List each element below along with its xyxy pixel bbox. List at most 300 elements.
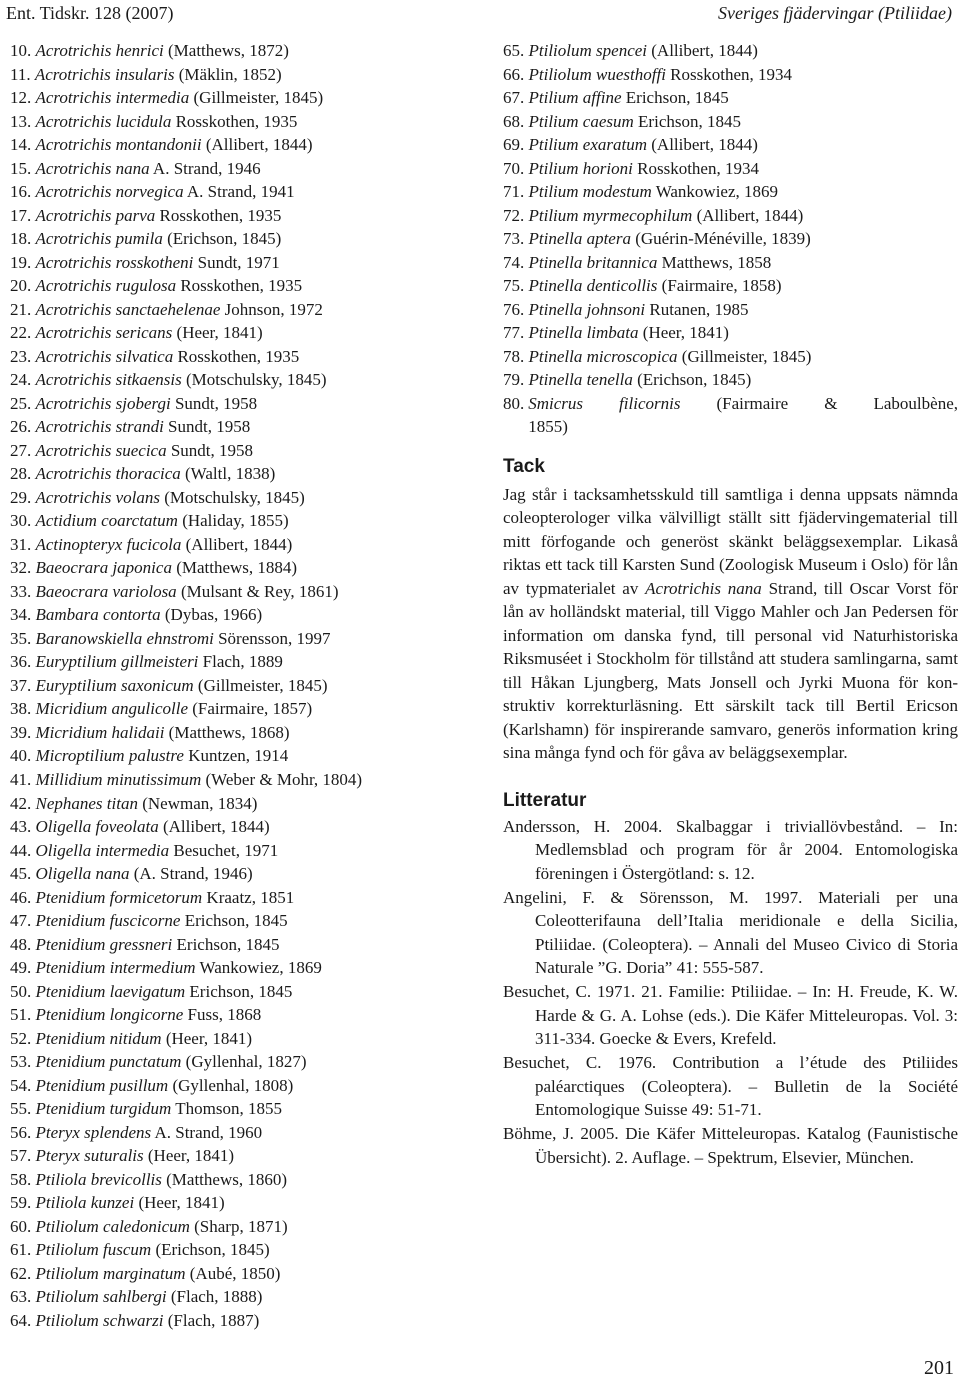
species-number: 39. xyxy=(10,722,32,742)
species-author: (Motschulsky, 1845) xyxy=(160,487,305,507)
species-name: Acrotrichis sericans xyxy=(35,323,173,343)
species-name: Ptinella johnsoni xyxy=(528,299,646,319)
species-name: Ptilium caesum xyxy=(528,111,634,131)
species-entry xyxy=(10,815,480,839)
species-author: Kraatz, 1851 xyxy=(202,887,295,907)
species-name: Ptenidium gressneri xyxy=(35,934,173,954)
species-name: Ptenidium pusillum xyxy=(35,1075,169,1095)
species-number: 76. xyxy=(503,299,525,319)
species-entry xyxy=(503,251,958,275)
species-name: Acrotrichis sitkaensis xyxy=(35,370,182,390)
species-author: Rosskothen, 1934 xyxy=(665,64,793,84)
species-author: Wankowiez, 1869 xyxy=(651,182,779,202)
species-number: 11. xyxy=(10,64,31,84)
species-name: Acrotrichis rosskotheni xyxy=(35,252,194,272)
species-number: 59. xyxy=(10,1193,32,1213)
species-number: 66. xyxy=(503,64,525,84)
species-number: 47. xyxy=(10,911,32,931)
species-author: Erichson, 1845 xyxy=(621,88,729,108)
species-number: 12. xyxy=(10,88,32,108)
species-name: Ptenidium intermedium xyxy=(35,958,196,978)
species-entry xyxy=(10,1050,480,1074)
species-name: Oligella foveolata xyxy=(35,817,159,837)
species-name: Acrotrichis rugulosa xyxy=(35,276,177,296)
acknowledgements-part: Jag står i tacksamhetsskuld till samtliga i denna uppsats nämnda coleopterologer vilka välvilligt ställt sitt fjädervingematerial till mitt förfogande och generöst skänkt beläggsexemplar. Likaså riktas ett tack till Karsten Sund (Zoologisk Museum i Oslo) för lån av typmaterialet av xyxy=(503,484,958,598)
species-author: (Gyllenhal, 1808) xyxy=(168,1075,294,1095)
running-header-left: Ent. Tidskr. 128 (2007) xyxy=(6,3,174,23)
species-name: Ptiliolum caledonicum xyxy=(35,1216,190,1236)
species-author: Sörensson, 1997 xyxy=(213,628,331,648)
species-name: Ptenidium fuscicorne xyxy=(35,911,181,931)
species-entry xyxy=(10,110,480,134)
species-entry xyxy=(10,1074,480,1098)
species-number: 13. xyxy=(10,111,32,131)
species-author: Rosskothen, 1935 xyxy=(155,205,282,225)
species-number: 58. xyxy=(10,1169,32,1189)
species-name: Bambara contorta xyxy=(35,605,161,625)
species-author: A. Strand, 1946 xyxy=(149,158,261,178)
species-entry xyxy=(503,133,958,157)
species-entry xyxy=(503,180,958,204)
species-entry xyxy=(10,886,480,910)
species-entry xyxy=(10,1144,480,1168)
species-entry xyxy=(10,1285,480,1309)
species-name: Ptinella aptera xyxy=(528,229,631,249)
species-name: Acrotrichis pumila xyxy=(35,229,163,249)
species-author: Sundt, 1958 xyxy=(170,393,258,413)
species-entry xyxy=(503,321,958,345)
species-entry xyxy=(503,86,958,110)
species-name: Euryptilium gillmeisteri xyxy=(35,652,199,672)
species-entry xyxy=(10,274,480,298)
species-author: (Matthews, 1868) xyxy=(164,722,290,742)
species-author: (Allibert, 1844) xyxy=(181,534,293,554)
species-author: (Heer, 1841) xyxy=(161,1028,252,1048)
species-author: (Heer, 1841) xyxy=(143,1146,235,1166)
species-number: 23. xyxy=(10,346,32,366)
species-number: 77. xyxy=(503,323,525,343)
species-author: Erichson, 1845 xyxy=(180,911,288,931)
species-number: 48. xyxy=(10,934,32,954)
species-name: Ptenidium formicetorum xyxy=(35,887,203,907)
species-name: Ptilium exaratum xyxy=(528,135,648,155)
species-entry xyxy=(503,63,958,87)
species-author: (Allibert, 1844) xyxy=(647,41,758,60)
species-entry xyxy=(10,1262,480,1286)
species-author: (Matthews, 1884) xyxy=(171,558,298,578)
species-entry xyxy=(10,1003,480,1027)
species-number: 26. xyxy=(10,417,32,437)
species-name: Acrotrichis nana xyxy=(35,158,150,178)
species-entry xyxy=(503,368,958,392)
page-number: 201 xyxy=(924,1357,954,1379)
species-entry xyxy=(10,157,480,181)
species-author: Kuntzen, 1914 xyxy=(183,746,289,766)
species-number: 60. xyxy=(10,1216,32,1236)
species-author: Erichson, 1845 xyxy=(633,111,741,131)
right-column xyxy=(503,39,958,1169)
species-name: Pteryx splendens xyxy=(35,1122,152,1142)
species-entry xyxy=(503,274,958,298)
species-number: 22. xyxy=(10,323,32,343)
species-number: 67. xyxy=(503,88,525,108)
species-name: Ptinella britannica xyxy=(528,252,658,272)
species-number: 10. xyxy=(10,41,32,60)
acknowledgements-text xyxy=(503,483,958,765)
species-author: Sundt, 1958 xyxy=(166,440,254,460)
species-author: (Heer, 1841) xyxy=(172,323,263,343)
species-number: 33. xyxy=(10,581,32,601)
species-author: (Waltl, 1838) xyxy=(180,464,276,484)
running-header-right: Sveriges fjädervingar (Ptiliidae) xyxy=(718,3,952,23)
species-name: Acrotrichis silvatica xyxy=(35,346,174,366)
species-entry xyxy=(10,39,480,63)
species-entry xyxy=(10,697,480,721)
species-entry xyxy=(10,180,480,204)
reference-entry: Andersson, H. 2004. Skalbaggar i triviallövbestånd. – In: Medlemsblad och program för år 2004. Entomologiska föreningen i Östergötland: s. 12. xyxy=(503,816,958,883)
species-number: 73. xyxy=(503,229,525,249)
species-author: (A. Strand, 1946) xyxy=(129,864,253,884)
species-number: 45. xyxy=(10,864,32,884)
species-author: Rutanen, 1985 xyxy=(645,299,749,319)
species-entry xyxy=(10,1215,480,1239)
species-author: (Erichson, 1845) xyxy=(632,370,752,390)
species-name: Acrotrichis parva xyxy=(35,205,156,225)
species-author: (Flach, 1888) xyxy=(166,1287,263,1307)
species-entry xyxy=(10,980,480,1004)
species-author: Fuss, 1868 xyxy=(183,1005,262,1025)
species-name: Baeocrara variolosa xyxy=(35,581,177,601)
species-entry xyxy=(503,227,958,251)
species-entry xyxy=(10,580,480,604)
species-number: 31. xyxy=(10,534,32,554)
species-entry xyxy=(10,674,480,698)
species-name: Micridium angulicolle xyxy=(35,699,189,719)
species-entry xyxy=(503,110,958,134)
species-number: 30. xyxy=(10,511,32,531)
species-entry xyxy=(10,133,480,157)
species-name: Ptilium horioni xyxy=(528,158,633,178)
species-entry xyxy=(10,415,480,439)
species-number: 54. xyxy=(10,1075,32,1095)
species-author: (Matthews, 1860) xyxy=(161,1169,288,1189)
species-name: Oligella intermedia xyxy=(35,840,170,860)
species-name: Baeocrara japonica xyxy=(35,558,172,578)
species-entry xyxy=(10,744,480,768)
species-number: 18. xyxy=(10,229,32,249)
species-author: Rosskothen, 1935 xyxy=(173,346,300,366)
species-name: Acrotrichis insularis xyxy=(34,64,175,84)
species-entry xyxy=(10,533,480,557)
species-name: Acrotrichis intermedia xyxy=(35,88,190,108)
species-entry xyxy=(10,204,480,228)
species-number: 61. xyxy=(10,1240,32,1260)
species-name: Microptilium palustre xyxy=(35,746,184,766)
species-name: Acrotrichis thoracica xyxy=(35,464,181,484)
species-entry xyxy=(10,1309,480,1333)
species-author: (Heer, 1841) xyxy=(638,323,729,343)
species-author: (Fairmaire, 1857) xyxy=(188,699,313,719)
species-number: 80. xyxy=(503,393,525,413)
species-name: Ptiliolum fuscum xyxy=(35,1240,152,1260)
species-name: Ptenidium punctatum xyxy=(35,1052,182,1072)
species-author: (Fairmaire & Laboulbène, xyxy=(716,393,958,413)
reference-entry: Angelini, F. & Sörensson, M. 1997. Materiali per una Coleotterifauna dell’Italia meridionale e della Sicilia, Ptiliidae. (Coleoptera). – Annali del Museo Civico di Storia Naturale ”G. Doria” 41: 555-587. xyxy=(503,887,958,978)
species-number: 64. xyxy=(10,1310,32,1330)
species-name: Micridium halidaii xyxy=(35,722,165,742)
species-number: 43. xyxy=(10,817,32,837)
reference-entry: Besuchet, C. 1971. 21. Familie: Ptiliidae. – In: H. Freude, K. W. Harde & G. A. Lohse (eds.). Die Käfer Mitteleuropas. Vol. 3: 311-334. Goecke & Evers, Krefeld. xyxy=(503,982,958,1049)
species-entry xyxy=(503,204,958,228)
species-entry xyxy=(10,1097,480,1121)
species-author: (Mäklin, 1852) xyxy=(174,64,282,84)
species-entry xyxy=(10,603,480,627)
species-name: Ptenidium longicorne xyxy=(35,1005,184,1025)
species-author: (Weber & Mohr, 1804) xyxy=(201,769,363,789)
species-author: (Dybas, 1966) xyxy=(160,605,263,625)
species-number: 36. xyxy=(10,652,32,672)
species-entry xyxy=(10,63,480,87)
species-author: (Erichson, 1845) xyxy=(151,1240,270,1260)
species-author: (Matthews, 1872) xyxy=(163,41,289,60)
species-author: Thomson, 1855 xyxy=(171,1099,283,1119)
species-author: (Fairmaire, 1858) xyxy=(657,276,782,296)
species-author: (Allibert, 1844) xyxy=(647,135,758,155)
species-number: 25. xyxy=(10,393,32,413)
species-number: 63. xyxy=(10,1287,32,1307)
species-name: Ptinella limbata xyxy=(528,323,639,343)
species-name: Ptinella microscopica xyxy=(528,346,678,366)
species-name: Nephanes titan xyxy=(35,793,138,813)
species-author: (Guérin-Ménéville, 1839) xyxy=(630,229,811,249)
species-number: 24. xyxy=(10,370,32,390)
species-number: 46. xyxy=(10,887,32,907)
species-number: 75. xyxy=(503,276,525,296)
species-number: 21. xyxy=(10,299,32,319)
species-entry xyxy=(10,627,480,651)
species-name: Acrotrichis henrici xyxy=(35,41,164,60)
species-name: Oligella nana xyxy=(35,864,130,884)
species-entry xyxy=(503,157,958,181)
species-author: Rosskothen, 1935 xyxy=(171,111,298,131)
species-name: Actidium coarctatum xyxy=(35,511,178,531)
species-name: Euryptilium saxonicum xyxy=(35,675,194,695)
species-author: (Aubé, 1850) xyxy=(185,1263,281,1283)
species-name: Ptilium myrmecophilum xyxy=(528,205,693,225)
species-name: Ptinella tenella xyxy=(528,370,633,390)
species-number: 70. xyxy=(503,158,525,178)
acknowledgements-taxon: Acrotrichis nana xyxy=(645,578,762,598)
species-author: (Gillmeister, 1845) xyxy=(193,675,328,695)
species-number: 74. xyxy=(503,252,525,272)
species-number: 51. xyxy=(10,1005,32,1025)
species-number: 69. xyxy=(503,135,525,155)
species-number: 35. xyxy=(10,628,32,648)
species-entry xyxy=(10,486,480,510)
species-entry xyxy=(10,1027,480,1051)
species-author: Wankowiez, 1869 xyxy=(195,958,322,978)
species-list-right xyxy=(503,39,958,392)
species-author: (Motschulsky, 1845) xyxy=(181,370,327,390)
species-entry xyxy=(10,462,480,486)
species-name: Ptinella denticollis xyxy=(528,276,658,296)
species-author: (Gyllenhal, 1827) xyxy=(181,1052,307,1072)
species-list-left xyxy=(10,39,480,1332)
species-author-cont: 1855) xyxy=(528,417,568,437)
species-name: Acrotrichis norvegica xyxy=(35,182,184,202)
species-entry xyxy=(503,392,958,439)
species-author: A. Strand, 1941 xyxy=(183,182,295,202)
species-number: 15. xyxy=(10,158,32,178)
species-entry xyxy=(10,650,480,674)
species-name: Ptilium modestum xyxy=(528,182,652,202)
species-name: Ptiliola kunzei xyxy=(35,1193,135,1213)
species-name: Ptenidium nitidum xyxy=(35,1028,162,1048)
species-number: 34. xyxy=(10,605,32,625)
species-name: Baranowskiella ehnstromi xyxy=(35,628,214,648)
species-author: (Newman, 1834) xyxy=(137,793,258,813)
species-name: Ptilium affine xyxy=(528,88,622,108)
species-name: Smicrus filicornis xyxy=(528,393,681,413)
species-list-right-tail xyxy=(503,392,958,439)
species-number: 20. xyxy=(10,276,32,296)
species-entry xyxy=(10,392,480,416)
species-author: Erichson, 1845 xyxy=(185,981,293,1001)
species-author: Rosskothen, 1935 xyxy=(176,276,303,296)
species-number: 16. xyxy=(10,182,32,202)
species-entry xyxy=(503,39,958,63)
species-number: 40. xyxy=(10,746,32,766)
species-entry xyxy=(10,368,480,392)
species-name: Millidium minutissimum xyxy=(35,769,202,789)
species-entry xyxy=(10,933,480,957)
species-entry xyxy=(10,1121,480,1145)
reference-entry: Besuchet, C. 1976. Contribution a l’étude des Ptiliides paléarctiques (Coleoptera). – Bulletin de la Société Entomologique Suisse 49: 51-71. xyxy=(503,1053,958,1120)
species-number: 50. xyxy=(10,981,32,1001)
species-number: 37. xyxy=(10,675,32,695)
species-entry xyxy=(10,839,480,863)
species-number: 49. xyxy=(10,958,32,978)
species-number: 27. xyxy=(10,440,32,460)
species-name: Acrotrichis sanctaehelenae xyxy=(35,299,221,319)
left-column xyxy=(10,39,480,1332)
species-entry xyxy=(10,86,480,110)
species-name: Pteryx suturalis xyxy=(35,1146,144,1166)
species-number: 62. xyxy=(10,1263,32,1283)
species-entry xyxy=(10,251,480,275)
species-name: Ptiliolum spencei xyxy=(528,41,648,60)
species-author: Erichson, 1845 xyxy=(172,934,280,954)
species-number: 72. xyxy=(503,205,525,225)
species-entry xyxy=(10,439,480,463)
species-author: (Haliday, 1855) xyxy=(177,511,289,531)
species-author: (Allibert, 1844) xyxy=(158,817,270,837)
species-author: Matthews, 1858 xyxy=(657,252,772,272)
species-author: (Allibert, 1844) xyxy=(201,135,313,155)
species-entry xyxy=(10,1168,480,1192)
species-name: Actinopteryx fucicola xyxy=(35,534,182,554)
species-entry xyxy=(10,862,480,886)
species-number: 14. xyxy=(10,135,32,155)
species-author: (Heer, 1841) xyxy=(134,1193,225,1213)
species-entry xyxy=(10,909,480,933)
species-author: (Gillmeister, 1845) xyxy=(189,88,324,108)
species-number: 41. xyxy=(10,769,32,789)
species-entry xyxy=(10,768,480,792)
species-author: Rosskothen, 1934 xyxy=(632,158,759,178)
species-number: 32. xyxy=(10,558,32,578)
species-author: (Mulsant & Rey, 1861) xyxy=(176,581,339,601)
species-name: Acrotrichis volans xyxy=(35,487,160,507)
species-name: Ptiliolum schwarzi xyxy=(35,1310,164,1330)
species-entry xyxy=(10,1238,480,1262)
species-name: Acrotrichis strandi xyxy=(35,417,164,437)
species-number: 71. xyxy=(503,182,525,202)
species-number: 53. xyxy=(10,1052,32,1072)
species-entry xyxy=(10,1191,480,1215)
species-number: 55. xyxy=(10,1099,32,1119)
species-entry xyxy=(10,956,480,980)
species-author: (Gillmeister, 1845) xyxy=(677,346,812,366)
species-name: Ptiliolum marginatum xyxy=(35,1263,186,1283)
species-name: Acrotrichis montandonii xyxy=(35,135,202,155)
species-number: 65. xyxy=(503,41,525,60)
species-entry xyxy=(10,556,480,580)
species-entry xyxy=(503,298,958,322)
species-number: 19. xyxy=(10,252,32,272)
species-name: Ptiliolum wuesthoffi xyxy=(528,64,666,84)
acknowledgements-heading: Tack xyxy=(503,455,545,477)
species-entry xyxy=(10,321,480,345)
acknowledgements-part: Strand, till Oscar Vorst för lån av holländskt material, till Viggo Mahler och Jan Pedersen för information om danska fynd, till personal vid Naturhistoriska Riksmuséet i Stockholm för tillstånd att studera samlingarna, samt till Håkan Ljungberg, Mats Jonsell och Jyrki Muona för konstruktiv korrekturläsning. Ett särskilt tack till Bertil Ericson (Karlshamn) för inspirerande samvaro, generös information kring sina många fynd och för gåva av beläggsexemplar. xyxy=(503,578,958,763)
species-name: Acrotrichis sjobergi xyxy=(35,393,171,413)
species-author: (Flach, 1887) xyxy=(163,1310,260,1330)
species-entry xyxy=(503,345,958,369)
species-name: Ptenidium turgidum xyxy=(35,1099,172,1119)
species-entry xyxy=(10,227,480,251)
species-name: Ptiliola brevicollis xyxy=(35,1169,162,1189)
species-entry xyxy=(10,509,480,533)
species-entry xyxy=(10,345,480,369)
species-number: 38. xyxy=(10,699,32,719)
species-number: 17. xyxy=(10,205,32,225)
species-number: 28. xyxy=(10,464,32,484)
species-name: Acrotrichis suecica xyxy=(35,440,167,460)
species-entry xyxy=(10,792,480,816)
species-number: 57. xyxy=(10,1146,32,1166)
species-number: 44. xyxy=(10,840,32,860)
reference-list xyxy=(503,815,958,1170)
species-number: 68. xyxy=(503,111,525,131)
reference-entry: Böhme, J. 2005. Die Käfer Mitteleuropas. Katalog (Faunistische Übersicht). 2. Auflage. – Spektrum, Elsevier, München. xyxy=(503,1124,958,1167)
species-author: Besuchet, 1971 xyxy=(169,840,279,860)
species-entry xyxy=(10,298,480,322)
species-author: A. Strand, 1960 xyxy=(151,1122,263,1142)
species-number: 52. xyxy=(10,1028,32,1048)
species-author: Sundt, 1958 xyxy=(163,417,251,437)
species-author: Johnson, 1972 xyxy=(220,299,323,319)
species-number: 56. xyxy=(10,1122,32,1142)
species-author: (Allibert, 1844) xyxy=(692,205,804,225)
species-number: 29. xyxy=(10,487,32,507)
species-name: Acrotrichis lucidula xyxy=(35,111,172,131)
species-number: 79. xyxy=(503,370,525,390)
species-number: 42. xyxy=(10,793,32,813)
species-number: 78. xyxy=(503,346,525,366)
species-author: Sundt, 1971 xyxy=(193,252,280,272)
species-author: Flach, 1889 xyxy=(198,652,283,672)
species-author: (Sharp, 1871) xyxy=(189,1216,288,1236)
